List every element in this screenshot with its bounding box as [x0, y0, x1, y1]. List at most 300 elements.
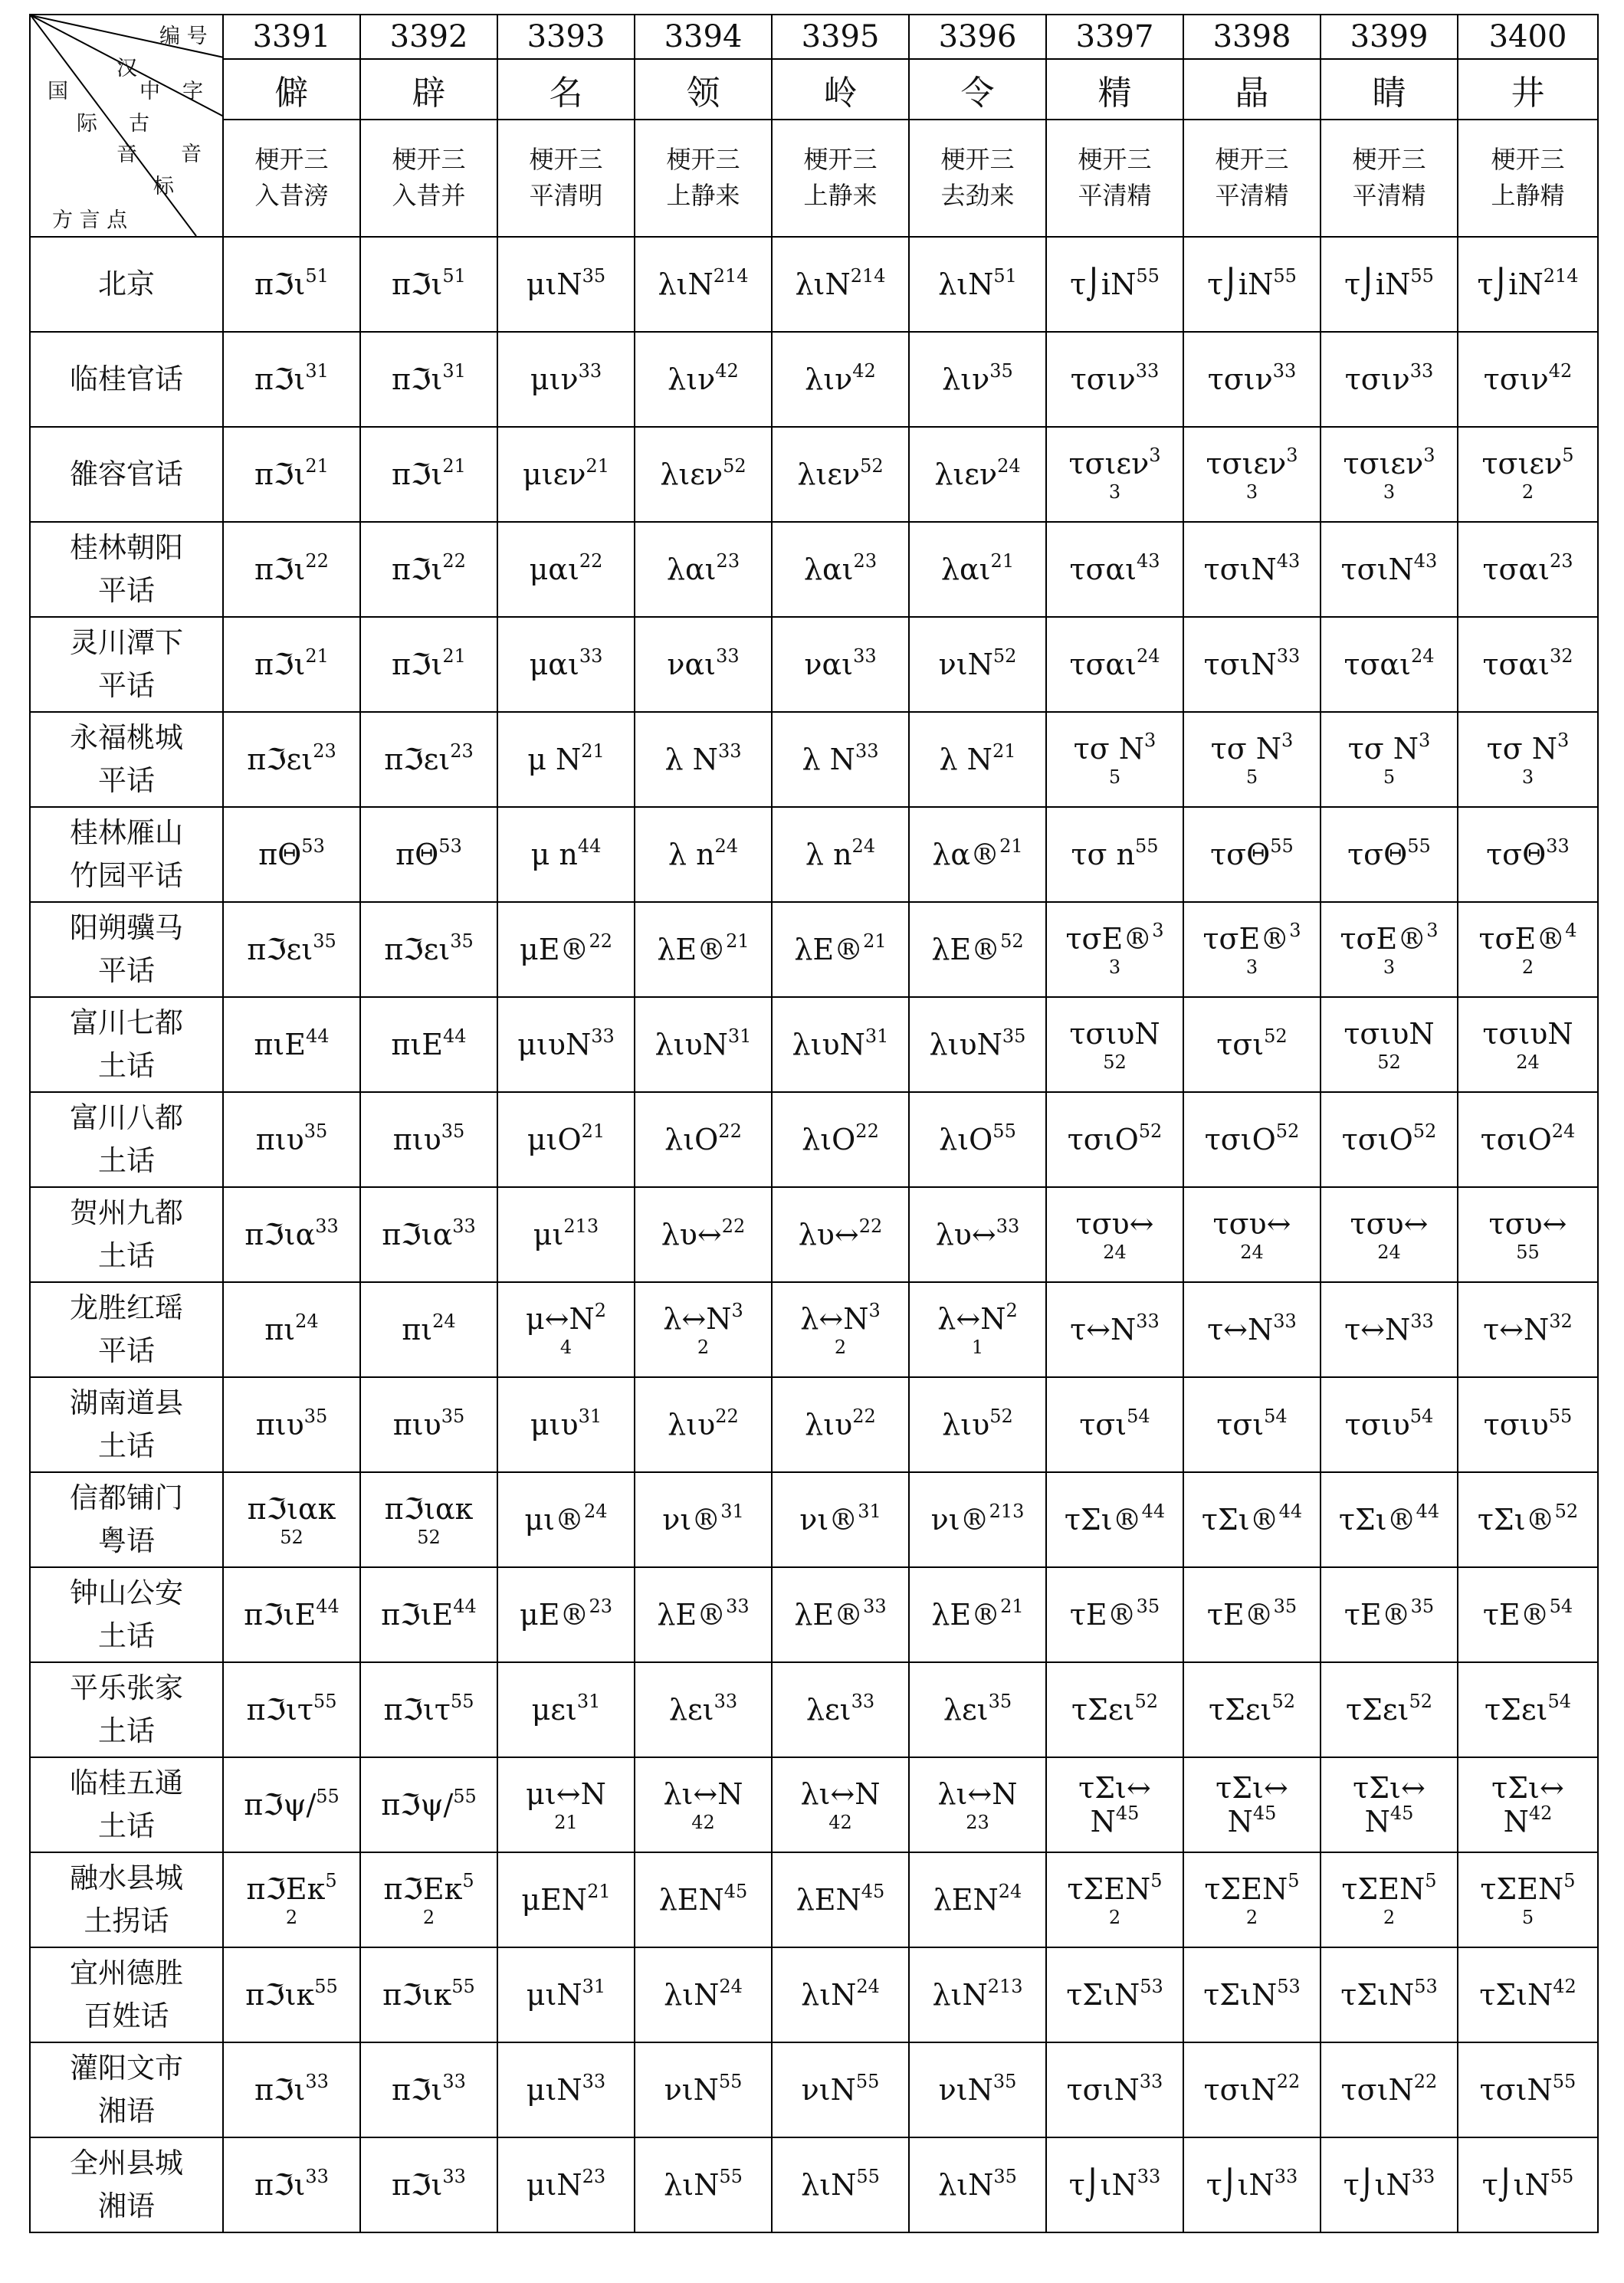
ipa-text: λαι	[803, 553, 854, 586]
ipa-text: πℑι	[254, 648, 306, 681]
ipa-text: τ⌡iΝ	[1207, 267, 1274, 301]
pronunciation-line	[224, 1120, 359, 1156]
pronunciation-cell	[360, 1852, 497, 1947]
tone-superscript: 55	[855, 2071, 880, 2092]
dialect-place-cell	[30, 712, 223, 807]
ipa-text: πℑψ/	[244, 1788, 317, 1822]
pronunciation-line	[1321, 1207, 1457, 1241]
pronunciation-cell	[1183, 237, 1321, 332]
tone-superscript: 35	[1136, 1596, 1160, 1617]
pronunciation-cell	[497, 237, 635, 332]
pronunciation-cell	[909, 1662, 1046, 1757]
pronunciation-line	[1458, 1598, 1597, 1632]
number-cell: 3392	[360, 15, 497, 59]
pronunciation-cell	[635, 1377, 772, 1472]
ipa-text: τσαι	[1069, 648, 1137, 681]
ipa-text: τΣιΝ	[1066, 1978, 1140, 2012]
ipa-text: λιυΝ	[929, 1028, 1002, 1061]
middle-chinese-row	[30, 120, 1598, 237]
ipa-text: λιΝ	[938, 267, 994, 301]
ipa-text: τσυ↔	[1212, 1207, 1291, 1241]
pronunciation-cell	[1183, 807, 1321, 902]
ipa-text: τ↔Ν	[1070, 1313, 1137, 1347]
pronunciation-line	[1047, 835, 1183, 871]
pronunciation-cell	[1458, 1852, 1598, 1947]
pronunciation-line	[773, 1693, 908, 1727]
pronunciation-cell	[909, 1187, 1046, 1282]
pronunciation-cell	[1046, 2042, 1183, 2137]
pronunciation-line	[361, 455, 497, 491]
pronunciation-cell	[1183, 1472, 1321, 1567]
tone-superscript: 55	[718, 2071, 743, 2092]
pronunciation-cell	[360, 2042, 497, 2137]
ipa-text: τΣει	[1484, 1693, 1548, 1727]
tone-superscript: 33	[1274, 2166, 1298, 2187]
tone-superscript: 53	[1414, 1976, 1438, 1997]
pronunciation-cell	[909, 807, 1046, 902]
pronunciation-cell	[497, 427, 635, 522]
pronunciation-line	[498, 930, 634, 966]
tone-superscript: 21	[992, 740, 1016, 762]
tone-superscript: 55	[314, 1976, 338, 1997]
dialect-place-cell	[30, 1662, 223, 1757]
pronunciation-cell	[772, 1662, 909, 1757]
pronunciation-line	[361, 2073, 497, 2107]
pronunciation-line	[635, 1693, 771, 1727]
middle-chinese-line: 梗开三	[529, 145, 603, 175]
pronunciation-cell	[223, 1282, 360, 1377]
pronunciation-line	[1047, 1120, 1183, 1156]
tone-superscript: 55	[453, 1786, 477, 1807]
pronunciation-line	[1184, 2073, 1320, 2107]
pronunciation-line	[1047, 267, 1183, 301]
tone-superscript: 33	[717, 740, 742, 762]
pronunciation-line	[498, 1777, 634, 1811]
ipa-text: λιεν	[660, 458, 723, 491]
pronunciation-line	[361, 1978, 497, 2012]
tone-continuation: 21	[554, 1812, 578, 1833]
ipa-text: τσυ↔	[1350, 1207, 1429, 1241]
tone-superscript: 22	[852, 1406, 876, 1427]
tone-continuation: 5	[1108, 766, 1121, 788]
ipa-text: μ Ν	[527, 743, 582, 776]
pronunciation-line	[910, 1408, 1045, 1442]
tone-superscript: 22	[721, 1215, 746, 1237]
number-cell: 3400	[1458, 15, 1598, 59]
pronunciation-line	[773, 740, 908, 776]
tone-superscript: 55	[450, 1691, 474, 1712]
pronunciation-line	[361, 1120, 497, 1156]
pronunciation-cell	[1321, 1662, 1458, 1757]
middle-chinese-line: 平清精	[1078, 181, 1152, 211]
pronunciation-cell	[635, 997, 772, 1092]
pronunciation-cell	[1458, 997, 1598, 1092]
pronunciation-line	[773, 267, 908, 301]
dialect-place-line: 桂林雁山	[70, 816, 183, 849]
tone-superscript: 33	[1137, 2166, 1161, 2187]
pronunciation-cell	[1321, 2042, 1458, 2137]
middle-chinese-line: 梗开三	[392, 145, 466, 175]
dialect-row	[30, 902, 1598, 997]
pronunciation-cell	[223, 1472, 360, 1567]
tone-superscript: 55	[451, 1976, 475, 1997]
pronunciation-line	[1321, 1978, 1457, 2012]
tone-superscript: 51	[442, 265, 466, 287]
pronunciation-cell	[772, 1567, 909, 1662]
tone-superscript: 31	[305, 360, 329, 382]
pronunciation-cell	[1321, 2137, 1458, 2232]
dialect-place-line: 桂林朝阳	[70, 531, 183, 564]
dialect-place-line: 雒容官话	[70, 458, 183, 490]
ipa-text: πℑι	[254, 458, 306, 491]
pronunciation-cell	[909, 997, 1046, 1092]
dialect-place-cell	[30, 1472, 223, 1567]
tone-superscript: 55	[1552, 2071, 1576, 2092]
ipa-text: λιυΝ	[792, 1028, 865, 1061]
tone-superscript: 22	[305, 550, 329, 572]
pronunciation-line	[910, 1503, 1045, 1537]
pronunciation-cell	[909, 2137, 1046, 2232]
pronunciation-cell	[1046, 617, 1183, 712]
ipa-text: λιΝ	[664, 1978, 720, 2012]
ipa-text: τΣι↔	[1216, 1771, 1288, 1805]
dialect-place-line: 土话	[98, 1619, 155, 1652]
pronunciation-cell	[1046, 807, 1183, 902]
pronunciation-cell	[360, 522, 497, 617]
pronunciation-line	[1047, 2073, 1183, 2107]
pronunciation-line	[773, 2168, 908, 2202]
pronunciation-cell	[1458, 1757, 1598, 1852]
ipa-text: τ⌡iΝ	[1070, 267, 1137, 301]
tone-superscript: 53	[438, 835, 462, 857]
ipa-text: τΣΕΝ	[1067, 1872, 1151, 1906]
ipa-text: τσιεν	[1343, 447, 1424, 481]
pronunciation-cell	[360, 1757, 497, 1852]
ipa-text-continued: Ν	[1503, 1805, 1529, 1839]
middle-chinese-line: 梗开三	[1078, 145, 1152, 175]
pronunciation-cell	[635, 1757, 772, 1852]
pronunciation-line	[224, 2168, 359, 2202]
pronunciation-cell	[1046, 1662, 1183, 1757]
middle-chinese-cell	[635, 120, 772, 237]
pronunciation-cell	[1321, 1472, 1458, 1567]
pronunciation-cell	[497, 902, 635, 997]
tone-superscript: 5	[1288, 1870, 1300, 1891]
pronunciation-line	[773, 1598, 908, 1632]
pronunciation-cell	[497, 1852, 635, 1947]
tone-continuation: 52	[417, 1527, 441, 1548]
tone-superscript: 4	[1565, 920, 1577, 941]
pronunciation-line	[635, 362, 771, 396]
pronunciation-line	[1458, 1693, 1597, 1727]
pronunciation-line	[910, 645, 1045, 681]
tone-superscript: 21	[587, 1881, 611, 1902]
ipa-text: λυ↔	[798, 1218, 859, 1251]
pronunciation-cell	[497, 1947, 635, 2042]
tone-superscript: 33	[855, 740, 879, 762]
pronunciation-line	[224, 645, 359, 681]
pronunciation-cell	[909, 1947, 1046, 2042]
tone-superscript: 33	[996, 1215, 1020, 1237]
pronunciation-line	[910, 362, 1045, 396]
pronunciation-line	[224, 930, 359, 966]
pronunciation-line	[1458, 1872, 1597, 1906]
pronunciation-line	[1184, 2168, 1320, 2202]
pronunciation-cell	[223, 2137, 360, 2232]
pronunciation-line	[1047, 1693, 1183, 1727]
ipa-text: τσιεν	[1206, 447, 1287, 481]
pronunciation-line	[910, 1025, 1045, 1061]
pronunciation-line	[1047, 1503, 1183, 1537]
ipa-text: τσιν	[1483, 362, 1549, 396]
pronunciation-cell	[909, 2042, 1046, 2137]
tone-superscript: 21	[1000, 1596, 1024, 1617]
tone-superscript: 35	[1273, 1596, 1298, 1617]
tone-superscript: 35	[582, 265, 606, 287]
pronunciation-cell	[223, 902, 360, 997]
tone-superscript: 52	[1271, 1691, 1296, 1712]
pronunciation-line	[361, 1598, 497, 1632]
ipa-text: πℑι	[392, 2073, 443, 2107]
tone-superscript: 23	[582, 2166, 606, 2187]
tone-superscript: 24	[1136, 645, 1160, 667]
pronunciation-line	[498, 740, 634, 776]
pronunciation-cell	[1321, 1377, 1458, 1472]
pronunciation-line	[224, 267, 359, 301]
dialect-place-line: 北京	[98, 267, 155, 300]
ipa-text: τσυ↔	[1488, 1207, 1567, 1241]
tone-superscript: 33	[1273, 1310, 1297, 1332]
ipa-text: πℑι	[254, 362, 306, 396]
pronunciation-cell	[1046, 1567, 1183, 1662]
tone-superscript: 45	[723, 1881, 748, 1902]
label-ji: 际	[77, 112, 97, 136]
pronunciation-line	[773, 930, 908, 966]
pronunciation-line-2	[1458, 1802, 1597, 1839]
tone-superscript: 33	[442, 2166, 466, 2187]
tone-superscript: 2	[594, 1300, 607, 1321]
ipa-text: μ↔Ν	[525, 1302, 595, 1336]
pronunciation-cell	[223, 1187, 360, 1282]
dialect-place-line: 贺州九都	[70, 1196, 183, 1229]
tone-superscript: 21	[999, 835, 1023, 857]
pronunciation-cell	[635, 1567, 772, 1662]
pronunciation-line	[635, 645, 771, 681]
pronunciation-line	[1321, 1693, 1457, 1727]
tone-continuation: 3	[1245, 481, 1258, 503]
pronunciation-cell	[1321, 237, 1458, 332]
ipa-text: τσιν	[1344, 362, 1410, 396]
ipa-text: πℑει	[384, 933, 451, 966]
tone-superscript: 52	[1412, 1120, 1437, 1142]
tone-continuation: 3	[1383, 956, 1396, 978]
dialect-row	[30, 997, 1598, 1092]
tone-superscript: 55	[1273, 265, 1297, 287]
pronunciation-line	[910, 550, 1045, 586]
pronunciation-cell	[497, 2042, 635, 2137]
tone-superscript: 55	[1410, 265, 1434, 287]
tone-continuation: 5	[1521, 1907, 1534, 1928]
tone-superscript: 44	[453, 1596, 477, 1617]
pronunciation-cell	[1183, 1377, 1321, 1472]
pronunciation-line	[1184, 1025, 1320, 1061]
pronunciation-line	[635, 1408, 771, 1442]
dialect-row	[30, 332, 1598, 427]
tone-superscript: 213	[563, 1215, 599, 1237]
tone-superscript: 44	[443, 1025, 467, 1047]
tone-superscript: 33	[442, 2071, 466, 2092]
tone-superscript: 33	[1546, 835, 1570, 857]
tone-superscript: 43	[1136, 550, 1160, 572]
pronunciation-line	[224, 1025, 359, 1061]
tone-superscript: 43	[1276, 550, 1301, 572]
pronunciation-cell	[497, 997, 635, 1092]
dialect-row	[30, 1187, 1598, 1282]
ipa-text: τΣι↔	[1078, 1771, 1151, 1805]
tone-superscript: 35	[992, 2071, 1017, 2092]
character-cell: 岭	[772, 59, 909, 120]
pronunciation-cell	[1458, 427, 1598, 522]
pronunciation-line	[224, 1872, 359, 1906]
tone-continuation: 3	[1108, 481, 1121, 503]
tone-superscript: 54	[1127, 1406, 1150, 1427]
dialect-place-line: 平话	[98, 669, 155, 702]
middle-chinese-line: 去劲来	[940, 181, 1015, 211]
dialect-place-line: 宜州德胜	[70, 1957, 183, 1989]
ipa-text-continued: Ν	[1090, 1805, 1116, 1839]
tone-superscript: 23	[450, 740, 474, 762]
ipa-text: λΕ®	[794, 933, 864, 966]
pronunciation-line	[1321, 1503, 1457, 1537]
ipa-text: τσιΟ	[1204, 1123, 1276, 1156]
dialect-place-cell	[30, 237, 223, 332]
pronunciation-cell	[1183, 617, 1321, 712]
ipa-text: τσαι	[1069, 553, 1137, 586]
dialect-row	[30, 1377, 1598, 1472]
pronunciation-cell	[1183, 997, 1321, 1092]
tone-superscript: 54	[1547, 1691, 1572, 1712]
pronunciation-cell	[1046, 997, 1183, 1092]
ipa-text: λιυ	[942, 1408, 990, 1442]
pronunciation-cell	[1046, 522, 1183, 617]
tone-superscript: 32	[1549, 645, 1573, 667]
number-cell: 3391	[223, 15, 360, 59]
pronunciation-cell	[772, 997, 909, 1092]
pronunciation-line	[498, 1693, 634, 1727]
pronunciation-cell	[772, 2042, 909, 2137]
dialect-place-line: 竹园平话	[70, 859, 183, 892]
dialect-row	[30, 617, 1598, 712]
tone-superscript: 24	[714, 835, 739, 857]
ipa-text: λΕ®	[657, 1598, 727, 1632]
ipa-text: λιν	[668, 362, 716, 396]
tone-superscript: 24	[584, 1501, 608, 1522]
pronunciation-cell	[1321, 1947, 1458, 2042]
pronunciation-cell	[360, 332, 497, 427]
tone-superscript: 42	[1528, 1802, 1553, 1824]
pronunciation-cell	[772, 807, 909, 902]
pronunciation-line	[361, 362, 497, 396]
pronunciation-line	[1184, 732, 1320, 766]
label-zhong: 中	[139, 80, 160, 103]
pronunciation-line	[1458, 444, 1597, 481]
ipa-text: τσιν	[1070, 362, 1136, 396]
pronunciation-cell	[772, 1092, 909, 1187]
pronunciation-cell	[1046, 1282, 1183, 1377]
tone-superscript: 35	[303, 1120, 328, 1142]
pronunciation-line	[361, 1693, 497, 1727]
tone-superscript: 24	[719, 1976, 743, 1997]
middle-chinese-cell	[223, 120, 360, 237]
pronunciation-cell	[635, 427, 772, 522]
pronunciation-line	[1321, 1408, 1457, 1442]
ipa-text: λι↔Ν	[663, 1777, 743, 1811]
tone-continuation: 2	[1108, 1907, 1121, 1928]
ipa-text: τΣι®	[1338, 1503, 1416, 1537]
pronunciation-line	[1458, 267, 1597, 301]
tone-superscript: 21	[305, 455, 329, 477]
dialect-place-cell	[30, 997, 223, 1092]
pronunciation-cell	[1458, 1567, 1598, 1662]
dialect-place-cell	[30, 617, 223, 712]
ipa-text: λ↔Ν	[800, 1302, 869, 1336]
pronunciation-line	[635, 550, 771, 586]
pronunciation-cell	[635, 1187, 772, 1282]
ipa-text: τΣιΝ	[1203, 1978, 1278, 2012]
pronunciation-cell	[497, 712, 635, 807]
ipa-text: τσιν	[1207, 362, 1273, 396]
pronunciation-line	[1047, 1771, 1183, 1805]
tone-superscript: 23	[313, 740, 336, 762]
tone-superscript: 44	[306, 1025, 330, 1047]
number-cell: 3394	[635, 15, 772, 59]
pronunciation-cell	[909, 1567, 1046, 1662]
ipa-text: λυ↔	[935, 1218, 996, 1251]
pronunciation-cell	[635, 332, 772, 427]
pronunciation-cell	[360, 1947, 497, 2042]
pronunciation-cell	[1046, 237, 1183, 332]
pronunciation-cell	[223, 237, 360, 332]
ipa-text: νι®	[799, 1503, 858, 1537]
pronunciation-cell	[1183, 1757, 1321, 1852]
ipa-text: τΣιΝ	[1340, 1978, 1415, 2012]
tone-superscript: 52	[1134, 1691, 1159, 1712]
pronunciation-cell	[1458, 237, 1598, 332]
pronunciation-cell	[223, 997, 360, 1092]
tone-superscript: 21	[990, 550, 1015, 572]
character-cell: 晶	[1183, 59, 1321, 120]
pronunciation-line	[361, 1872, 497, 1906]
ipa-text: τσΘ	[1347, 838, 1408, 871]
ipa-text: νι®	[930, 1503, 989, 1537]
tone-superscript: 55	[316, 1786, 340, 1807]
ipa-text: μιΝ	[526, 2168, 582, 2202]
tone-superscript: 53	[1277, 1976, 1301, 1997]
pronunciation-cell	[909, 1377, 1046, 1472]
ipa-text: τσιυΝ	[1343, 1017, 1435, 1051]
pronunciation-line	[1184, 1693, 1320, 1727]
pronunciation-line	[1458, 922, 1597, 956]
ipa-text: πℑει	[247, 933, 313, 966]
ipa-text: μιΝ	[526, 2073, 582, 2107]
ipa-text: λ↔Ν	[663, 1302, 732, 1336]
middle-chinese-cell	[909, 120, 1046, 237]
pronunciation-cell	[360, 2137, 497, 2232]
pronunciation-cell	[1183, 1567, 1321, 1662]
pronunciation-cell	[772, 712, 909, 807]
pronunciation-cell	[1183, 1282, 1321, 1377]
tone-superscript: 3	[868, 1300, 881, 1321]
